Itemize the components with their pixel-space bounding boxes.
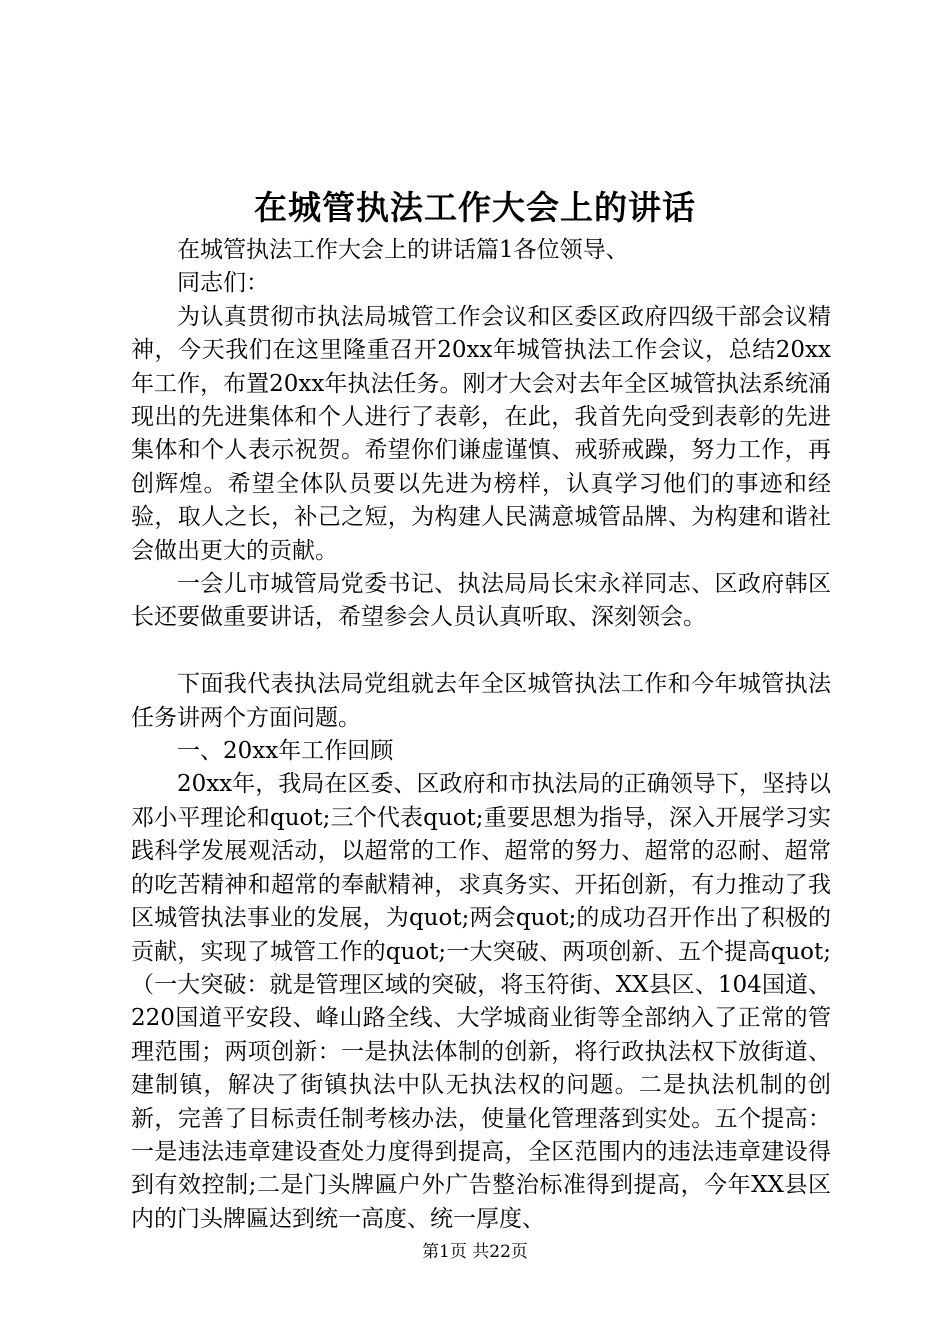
paragraph-intro: 在城管执法工作大会上的讲话篇1各位领导、 <box>177 237 629 263</box>
paragraph-salutation: 同志们： <box>177 270 269 297</box>
document-title: 在城管执法工作大会上的讲话 <box>254 188 696 227</box>
page-number-footer: 第1页 共22页 <box>422 1242 528 1262</box>
paragraph-outline: 下面我代表执法局党组就去年全区城管执法工作和今年城管执法任务讲两个方面问题。 <box>131 671 831 731</box>
paragraph-spacer <box>131 635 831 668</box>
paragraph-announcement: 一会儿市城管局党委书记、执法局局长宋永祥同志、区政府韩区长还要做重要讲话，希望参会人员认真听取、深刻领会。 <box>131 571 831 631</box>
document-body <box>131 234 831 1236</box>
section-heading-review: 一、20xx年工作回顾 <box>177 738 394 765</box>
paragraph-review: 20xx年，我局在区委、区政府和市执法局的正确领导下，坚持以邓小平理论和quot;三个代表quot;重要思想为指导，深入开展学习实践科学发展观活动，以超常的工作、超常的努力、超常的忍耐、超常的吃苦精神和超常的奉献精神，求真务实、开拓创新，有力推动了我区城管执法事业的发展，为quot;两会quot;的成功召开作出了积极的贡献，实现了城管工作的quot;一大突破、两项创新、五个提高quot;（一大突破：就是管理区域的突破，将玉符街、XX县区、104国道、220国道平安段、峰山路全线、大学城商业街等全部纳入了正常的管理范围；两项创新：一是执法体制的创新，将行政执法权下放街道、建制镇，解决了街镇执法中队无执法权的问题。二是执法机制的创新，完善了目标责任制考核办法，使量化管理落到实处。五个提高：一是违法违章建设查处力度得到提高，全区范围内的违法违章建设得到有效控制;二是门头牌匾户外广告整治标准得到提高，今年XX县区内的门头牌匾达到统一高度、统一厚度、 <box>131 771 831 1232</box>
paragraph-opening: 为认真贯彻市执法局城管工作会议和区委区政府四级干部会议精神，今天我们在这里隆重召开20xx年城管执法工作会议，总结20xx年工作，布置20xx年执法任务。刚才大会对去年全区城管执法系统涌现出的先进集体和个人进行了表彰，在此，我首先向受到表彰的先进集体和个人表示祝贺。希望你们谦虚谨慎、戒骄戒躁，努力工作，再创辉煌。希望全体队员要以先进为榜样，认真学习他们的事迹和经验，取人之长，补己之短，为构建人民满意城管品牌、为构建和谐社会做出更大的贡献。 <box>131 303 831 564</box>
